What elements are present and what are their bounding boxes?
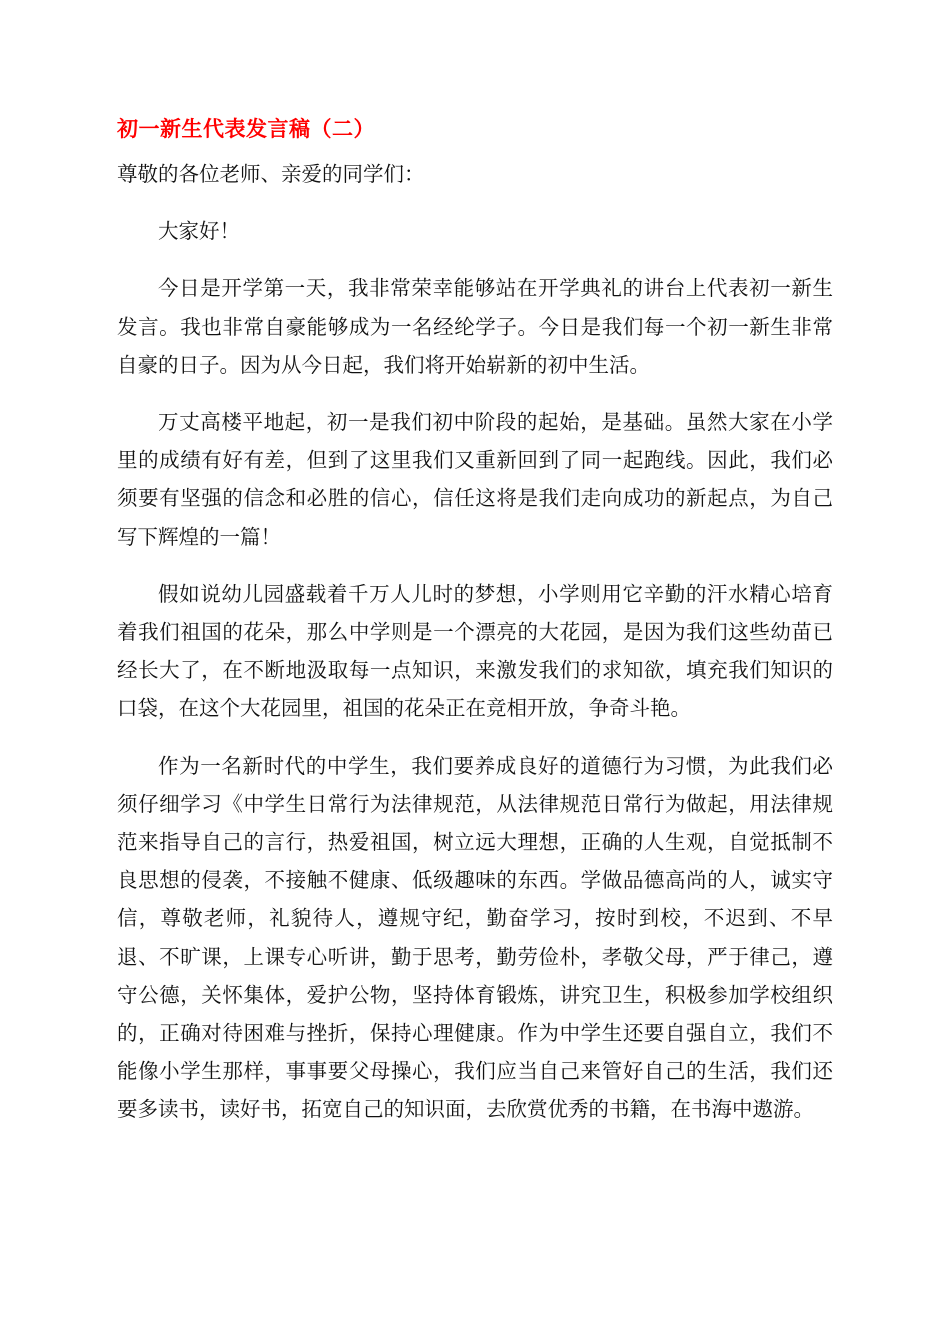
- paragraph-conduct: 作为一名新时代的中学生，我们要养成良好的道德行为习惯，为此我们必须仔细学习《中学生日常行为法律规范，从法律规范日常行为做起，用法律规范来指导自己的言行，热爱祖国，树立远大理想，正确的人生观，自觉抵制不良思想的侵袭，不接触不健康、低级趣味的东西。学做品德高尚的人，诚实守信，尊敬老师，礼貌待人，遵规守纪，勤奋学习，按时到校，不迟到、不早退、不旷课，上课专心听讲，勤于思考，勤劳俭朴，孝敬父母，严于律己，遵守公德，关怀集体，爱护公物，坚持体育锻炼，讲究卫生，积极参加学校组织的，正确对待困难与挫折，保持心理健康。作为中学生还要自强自立，我们不能像小学生那样，事事要父母操心，我们应当自己来管好自己的生活，我们还要多读书，读好书，拓宽自己的知识面，去欣赏优秀的书籍，在书海中遨游。: [117, 753, 833, 1122]
- paragraph-greeting: 大家好！: [158, 219, 240, 244]
- paragraph-new-start: 万丈高楼平地起，初一是我们初中阶段的起始，是基础。虽然大家在小学里的成绩有好有差，但到了这里我们又重新回到了同一起跑线。因此，我们必须要有坚强的信念和必胜的信心，信任这将是我们走向成功的新起点，为自己写下辉煌的一篇！: [117, 410, 833, 549]
- document-body: [117, 155, 833, 1148]
- paragraph-garden: 假如说幼儿园盛载着千万人儿时的梦想，小学则用它辛勤的汗水精心培育着我们祖国的花朵，那么中学则是一个漂亮的大花园，是因为我们这些幼苗已经长大了，在不断地汲取每一点知识，来激发我们的求知欲，填充我们知识的口袋，在这个大花园里，祖国的花朵正在竞相开放，争奇斗艳。: [117, 581, 833, 721]
- salutation: 尊敬的各位老师、亲爱的同学们：: [117, 162, 425, 186]
- paragraph-first-day: 今日是开学第一天，我非常荣幸能够站在开学典礼的讲台上代表初一新生发言。我也非常自豪能够成为一名经纶学子。今日是我们每一个初一新生非常自豪的日子。因为从今日起，我们将开始崭新的初中生活。: [117, 276, 833, 377]
- document-title: 初一新生代表发言稿（二）: [117, 117, 375, 141]
